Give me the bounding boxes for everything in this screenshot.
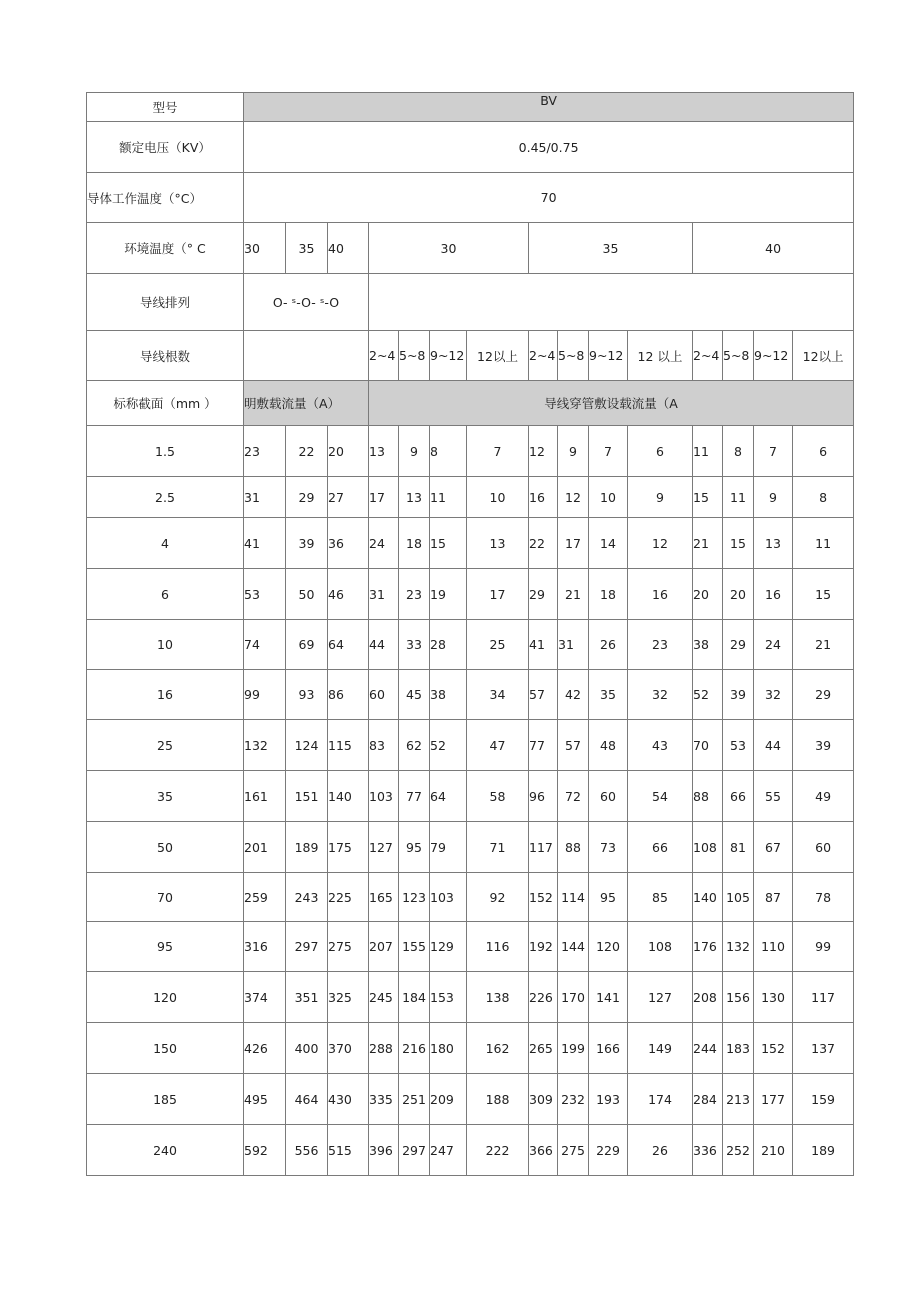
ampacity-cell: 213 <box>723 1074 754 1125</box>
ampacity-cell: 174 <box>628 1074 693 1125</box>
count-cell: 9~12 <box>754 331 793 381</box>
arrangement-value: O- ˢ-O- ˢ-O <box>244 274 369 331</box>
ampacity-cell: 138 <box>467 972 529 1023</box>
ampacity-cell: 6 <box>793 426 854 477</box>
ampacity-cell: 199 <box>558 1023 589 1074</box>
ampacity-cell: 153 <box>430 972 467 1023</box>
ampacity-cell: 592 <box>244 1125 286 1176</box>
ampacity-cell: 9 <box>558 426 589 477</box>
table-row <box>87 922 854 972</box>
ampacity-cell: 176 <box>693 922 723 972</box>
ampacity-cell: 55 <box>754 771 793 822</box>
ampacity-cell: 225 <box>328 873 369 922</box>
ampacity-cell: 116 <box>467 922 529 972</box>
ampacity-cell: 26 <box>628 1125 693 1176</box>
ampacity-cell: 13 <box>754 518 793 569</box>
ambient-label: 环境温度（° C <box>87 223 244 274</box>
ampacity-cell: 166 <box>589 1023 628 1074</box>
ampacity-cell: 74 <box>244 620 286 670</box>
ampacity-cell: 95 <box>399 822 430 873</box>
ampacity-cell: 325 <box>328 972 369 1023</box>
table-row <box>87 771 854 822</box>
ampacity-cell: 43 <box>628 720 693 771</box>
ampacity-cell: 95 <box>589 873 628 922</box>
count-cell: 9~12 <box>430 331 467 381</box>
ampacity-cell: 13 <box>369 426 399 477</box>
ampacity-cell: 73 <box>589 822 628 873</box>
ampacity-cell: 16 <box>754 569 793 620</box>
ampacity-cell: 232 <box>558 1074 589 1125</box>
ampacity-cell: 29 <box>286 477 328 518</box>
ampacity-cell: 18 <box>589 569 628 620</box>
ampacity-cell: 11 <box>793 518 854 569</box>
ampacity-cell: 336 <box>693 1125 723 1176</box>
ampacity-cell: 15 <box>793 569 854 620</box>
ampacity-cell: 127 <box>628 972 693 1023</box>
ampacity-cell: 99 <box>244 670 286 720</box>
ampacity-cell: 35 <box>589 670 628 720</box>
ampacity-cell: 23 <box>628 620 693 670</box>
ampacity-cell: 10 <box>589 477 628 518</box>
ampacity-cell: 87 <box>754 873 793 922</box>
count-cell: 5~8 <box>399 331 430 381</box>
table-row <box>87 518 854 569</box>
ampacity-cell: 38 <box>693 620 723 670</box>
table-row <box>87 477 854 518</box>
ampacity-cell: 222 <box>467 1125 529 1176</box>
ampacity-cell: 32 <box>754 670 793 720</box>
ampacity-cell: 58 <box>467 771 529 822</box>
ampacity-cell: 229 <box>589 1125 628 1176</box>
table-row <box>87 720 854 771</box>
ampacity-cell: 177 <box>754 1074 793 1125</box>
ampacity-cell: 201 <box>244 822 286 873</box>
ampacity-cell: 245 <box>369 972 399 1023</box>
temperature-row <box>87 173 854 223</box>
cross-section-cell: 35 <box>87 771 244 822</box>
conductor-count-row <box>87 331 854 381</box>
ampacity-cell: 16 <box>628 569 693 620</box>
ampacity-cell: 259 <box>244 873 286 922</box>
ampacity-cell: 152 <box>754 1023 793 1074</box>
ampacity-cell: 64 <box>328 620 369 670</box>
model-row <box>87 93 854 122</box>
ampacity-cell: 400 <box>286 1023 328 1074</box>
ampacity-cell: 29 <box>529 569 558 620</box>
ampacity-cell: 45 <box>399 670 430 720</box>
ampacity-cell: 189 <box>286 822 328 873</box>
ampacity-cell: 24 <box>369 518 399 569</box>
ampacity-cell: 15 <box>693 477 723 518</box>
ampacity-cell: 88 <box>693 771 723 822</box>
arrangement-label: 导线排列 <box>87 274 244 331</box>
ampacity-cell: 66 <box>723 771 754 822</box>
ampacity-cell: 38 <box>430 670 467 720</box>
conduit-ampacity-header: 导线穿管敷设载流量（A <box>369 381 854 426</box>
ampacity-cell: 275 <box>328 922 369 972</box>
ampacity-cell: 81 <box>723 822 754 873</box>
cross-section-cell: 25 <box>87 720 244 771</box>
ampacity-cell: 8 <box>430 426 467 477</box>
ampacity-cell: 78 <box>793 873 854 922</box>
ampacity-cell: 15 <box>430 518 467 569</box>
model-label: 型号 <box>87 93 244 122</box>
ampacity-cell: 29 <box>723 620 754 670</box>
ampacity-cell: 207 <box>369 922 399 972</box>
table-row <box>87 426 854 477</box>
ampacity-cell: 426 <box>244 1023 286 1074</box>
ampacity-cell: 60 <box>793 822 854 873</box>
ambient-open-40: 40 <box>328 223 369 274</box>
ampacity-cell: 114 <box>558 873 589 922</box>
ampacity-cell: 140 <box>328 771 369 822</box>
ampacity-cell: 24 <box>754 620 793 670</box>
ampacity-cell: 31 <box>558 620 589 670</box>
ampacity-cell: 132 <box>244 720 286 771</box>
temperature-label: 导体工作温度（°C） <box>87 173 244 223</box>
ampacity-cell: 22 <box>286 426 328 477</box>
count-cell: 12 以上 <box>628 331 693 381</box>
ambient-conduit-30: 30 <box>369 223 529 274</box>
ampacity-cell: 152 <box>529 873 558 922</box>
ampacity-cell: 47 <box>467 720 529 771</box>
ampacity-cell: 77 <box>529 720 558 771</box>
arrangement-row <box>87 274 854 331</box>
ampacity-cell: 244 <box>693 1023 723 1074</box>
ampacity-cell: 27 <box>328 477 369 518</box>
table-row <box>87 822 854 873</box>
ampacity-cell: 39 <box>723 670 754 720</box>
ampacity-cell: 41 <box>529 620 558 670</box>
ampacity-cell: 60 <box>369 670 399 720</box>
ampacity-cell: 52 <box>430 720 467 771</box>
ampacity-cell: 117 <box>529 822 558 873</box>
ampacity-cell: 20 <box>693 569 723 620</box>
ampacity-cell: 64 <box>430 771 467 822</box>
ampacity-cell: 159 <box>793 1074 854 1125</box>
ampacity-cell: 34 <box>467 670 529 720</box>
ampacity-cell: 16 <box>529 477 558 518</box>
count-blank <box>244 331 369 381</box>
ampacity-cell: 297 <box>286 922 328 972</box>
ampacity-cell: 515 <box>328 1125 369 1176</box>
ampacity-cell: 430 <box>328 1074 369 1125</box>
ambient-conduit-35: 35 <box>529 223 693 274</box>
ampacity-cell: 288 <box>369 1023 399 1074</box>
ampacity-cell: 316 <box>244 922 286 972</box>
ampacity-cell: 7 <box>589 426 628 477</box>
ampacity-cell: 226 <box>529 972 558 1023</box>
ampacity-cell: 149 <box>628 1023 693 1074</box>
ampacity-cell: 8 <box>723 426 754 477</box>
ampacity-cell: 50 <box>286 569 328 620</box>
ampacity-cell: 54 <box>628 771 693 822</box>
ampacity-cell: 85 <box>628 873 693 922</box>
open-ampacity-header: 明敷载流量（A） <box>244 381 369 426</box>
ampacity-cell: 18 <box>399 518 430 569</box>
ampacity-cell: 495 <box>244 1074 286 1125</box>
section-header-row <box>87 381 854 426</box>
ampacity-cell: 144 <box>558 922 589 972</box>
ampacity-cell: 129 <box>430 922 467 972</box>
ampacity-cell: 335 <box>369 1074 399 1125</box>
ampacity-cell: 69 <box>286 620 328 670</box>
ampacity-cell: 275 <box>558 1125 589 1176</box>
ambient-conduit-40: 40 <box>693 223 854 274</box>
ampacity-cell: 49 <box>793 771 854 822</box>
cross-section-cell: 1.5 <box>87 426 244 477</box>
ampacity-cell: 117 <box>793 972 854 1023</box>
ampacity-cell: 10 <box>467 477 529 518</box>
ampacity-cell: 252 <box>723 1125 754 1176</box>
ampacity-cell: 48 <box>589 720 628 771</box>
cross-section-cell: 120 <box>87 972 244 1023</box>
ampacity-cell: 396 <box>369 1125 399 1176</box>
cross-section-cell: 185 <box>87 1074 244 1125</box>
ampacity-cell: 110 <box>754 922 793 972</box>
ampacity-cell: 83 <box>369 720 399 771</box>
temperature-value: 70 <box>244 173 854 223</box>
ampacity-cell: 9 <box>399 426 430 477</box>
count-cell: 2~4 <box>369 331 399 381</box>
ampacity-cell: 284 <box>693 1074 723 1125</box>
ampacity-cell: 265 <box>529 1023 558 1074</box>
ampacity-cell: 36 <box>328 518 369 569</box>
ampacity-cell: 57 <box>558 720 589 771</box>
ampacity-cell: 189 <box>793 1125 854 1176</box>
ampacity-cell: 209 <box>430 1074 467 1125</box>
ampacity-cell: 108 <box>693 822 723 873</box>
cross-section-cell: 240 <box>87 1125 244 1176</box>
ampacity-cell: 12 <box>529 426 558 477</box>
ampacity-cell: 103 <box>430 873 467 922</box>
ampacity-cell: 25 <box>467 620 529 670</box>
ampacity-cell: 31 <box>244 477 286 518</box>
ambient-row <box>87 223 854 274</box>
ampacity-cell: 208 <box>693 972 723 1023</box>
ampacity-cell: 7 <box>467 426 529 477</box>
ampacity-cell: 124 <box>286 720 328 771</box>
count-cell: 2~4 <box>529 331 558 381</box>
ampacity-cell: 162 <box>467 1023 529 1074</box>
cross-section-cell: 2.5 <box>87 477 244 518</box>
ampacity-cell: 70 <box>693 720 723 771</box>
ampacity-cell: 79 <box>430 822 467 873</box>
ambient-open-30: 30 <box>244 223 286 274</box>
ampacity-cell: 31 <box>369 569 399 620</box>
cross-section-cell: 6 <box>87 569 244 620</box>
ampacity-cell: 39 <box>286 518 328 569</box>
ampacity-cell: 67 <box>754 822 793 873</box>
ampacity-cell: 52 <box>693 670 723 720</box>
count-cell: 5~8 <box>723 331 754 381</box>
ampacity-cell: 21 <box>558 569 589 620</box>
voltage-row <box>87 122 854 173</box>
ampacity-cell: 33 <box>399 620 430 670</box>
ampacity-cell: 93 <box>286 670 328 720</box>
ampacity-cell: 77 <box>399 771 430 822</box>
ampacity-cell: 21 <box>693 518 723 569</box>
ampacity-cell: 366 <box>529 1125 558 1176</box>
ampacity-cell: 29 <box>793 670 854 720</box>
table-row <box>87 1125 854 1176</box>
ampacity-cell: 251 <box>399 1074 430 1125</box>
ampacity-cell: 464 <box>286 1074 328 1125</box>
ampacity-cell: 9 <box>628 477 693 518</box>
ambient-open-35: 35 <box>286 223 328 274</box>
ampacity-cell: 11 <box>723 477 754 518</box>
ampacity-cell: 243 <box>286 873 328 922</box>
ampacity-cell: 140 <box>693 873 723 922</box>
ampacity-cell: 188 <box>467 1074 529 1125</box>
count-cell: 5~8 <box>558 331 589 381</box>
ampacity-cell: 44 <box>369 620 399 670</box>
ampacity-cell: 151 <box>286 771 328 822</box>
voltage-value: 0.45/0.75 <box>244 122 854 173</box>
ampacity-cell: 23 <box>244 426 286 477</box>
ampacity-cell: 183 <box>723 1023 754 1074</box>
ampacity-cell: 20 <box>723 569 754 620</box>
table-row <box>87 1023 854 1074</box>
ampacity-cell: 32 <box>628 670 693 720</box>
ampacity-cell: 374 <box>244 972 286 1023</box>
ampacity-cell: 141 <box>589 972 628 1023</box>
ampacity-cell: 170 <box>558 972 589 1023</box>
ampacity-cell: 17 <box>467 569 529 620</box>
ampacity-cell: 184 <box>399 972 430 1023</box>
ampacity-cell: 108 <box>628 922 693 972</box>
ampacity-cell: 99 <box>793 922 854 972</box>
ampacity-cell: 180 <box>430 1023 467 1074</box>
arrangement-blank <box>369 274 854 331</box>
ampacity-cell: 7 <box>754 426 793 477</box>
ampacity-cell: 123 <box>399 873 430 922</box>
cross-section-cell: 4 <box>87 518 244 569</box>
ampacity-cell: 41 <box>244 518 286 569</box>
ampacity-cell: 6 <box>628 426 693 477</box>
cross-section-cell: 50 <box>87 822 244 873</box>
cross-section-cell: 10 <box>87 620 244 670</box>
ampacity-cell: 92 <box>467 873 529 922</box>
ampacity-cell: 556 <box>286 1125 328 1176</box>
ampacity-cell: 26 <box>589 620 628 670</box>
ampacity-cell: 15 <box>723 518 754 569</box>
table-row <box>87 972 854 1023</box>
ampacity-cell: 42 <box>558 670 589 720</box>
ampacity-cell: 175 <box>328 822 369 873</box>
ampacity-cell: 115 <box>328 720 369 771</box>
count-cell: 12以上 <box>793 331 854 381</box>
ampacity-cell: 132 <box>723 922 754 972</box>
ampacity-cell: 120 <box>589 922 628 972</box>
ampacity-cell: 12 <box>558 477 589 518</box>
ampacity-cell: 60 <box>589 771 628 822</box>
count-cell: 12以上 <box>467 331 529 381</box>
ampacity-cell: 103 <box>369 771 399 822</box>
ampacity-cell: 46 <box>328 569 369 620</box>
ampacity-cell: 71 <box>467 822 529 873</box>
ampacity-cell: 351 <box>286 972 328 1023</box>
ampacity-cell: 72 <box>558 771 589 822</box>
cross-section-cell: 150 <box>87 1023 244 1074</box>
table-row <box>87 1074 854 1125</box>
table-row <box>87 670 854 720</box>
ampacity-cell: 62 <box>399 720 430 771</box>
voltage-label: 额定电压（KV） <box>87 122 244 173</box>
ampacity-cell: 57 <box>529 670 558 720</box>
model-value: BV <box>244 93 854 122</box>
ampacity-cell: 161 <box>244 771 286 822</box>
ampacity-cell: 22 <box>529 518 558 569</box>
ampacity-cell: 137 <box>793 1023 854 1074</box>
cross-section-cell: 70 <box>87 873 244 922</box>
section-label: 标称截面（mm ） <box>87 381 244 426</box>
ampacity-cell: 11 <box>430 477 467 518</box>
ampacity-table <box>86 92 854 1176</box>
ampacity-cell: 105 <box>723 873 754 922</box>
ampacity-cell: 44 <box>754 720 793 771</box>
table-row <box>87 873 854 922</box>
ampacity-cell: 88 <box>558 822 589 873</box>
ampacity-cell: 53 <box>244 569 286 620</box>
ampacity-cell: 21 <box>793 620 854 670</box>
ampacity-cell: 155 <box>399 922 430 972</box>
ampacity-cell: 130 <box>754 972 793 1023</box>
ampacity-cell: 309 <box>529 1074 558 1125</box>
ampacity-cell: 23 <box>399 569 430 620</box>
ampacity-cell: 17 <box>558 518 589 569</box>
ampacity-cell: 210 <box>754 1125 793 1176</box>
ampacity-cell: 247 <box>430 1125 467 1176</box>
ampacity-cell: 192 <box>529 922 558 972</box>
ampacity-cell: 17 <box>369 477 399 518</box>
ampacity-cell: 11 <box>693 426 723 477</box>
cross-section-cell: 16 <box>87 670 244 720</box>
ampacity-cell: 156 <box>723 972 754 1023</box>
ampacity-cell: 12 <box>628 518 693 569</box>
count-label: 导线根数 <box>87 331 244 381</box>
ampacity-cell: 19 <box>430 569 467 620</box>
ampacity-cell: 370 <box>328 1023 369 1074</box>
ampacity-cell: 13 <box>399 477 430 518</box>
ampacity-cell: 86 <box>328 670 369 720</box>
ampacity-cell: 13 <box>467 518 529 569</box>
ampacity-cell: 297 <box>399 1125 430 1176</box>
ampacity-cell: 9 <box>754 477 793 518</box>
count-cell: 2~4 <box>693 331 723 381</box>
count-cell: 9~12 <box>589 331 628 381</box>
ampacity-cell: 28 <box>430 620 467 670</box>
ampacity-cell: 127 <box>369 822 399 873</box>
ampacity-cell: 193 <box>589 1074 628 1125</box>
ampacity-cell: 165 <box>369 873 399 922</box>
ampacity-cell: 66 <box>628 822 693 873</box>
ampacity-cell: 8 <box>793 477 854 518</box>
ampacity-cell: 20 <box>328 426 369 477</box>
ampacity-cell: 39 <box>793 720 854 771</box>
ampacity-cell: 14 <box>589 518 628 569</box>
table-row <box>87 620 854 670</box>
ampacity-cell: 96 <box>529 771 558 822</box>
ampacity-cell: 53 <box>723 720 754 771</box>
table-row <box>87 569 854 620</box>
ampacity-cell: 216 <box>399 1023 430 1074</box>
cross-section-cell: 95 <box>87 922 244 972</box>
